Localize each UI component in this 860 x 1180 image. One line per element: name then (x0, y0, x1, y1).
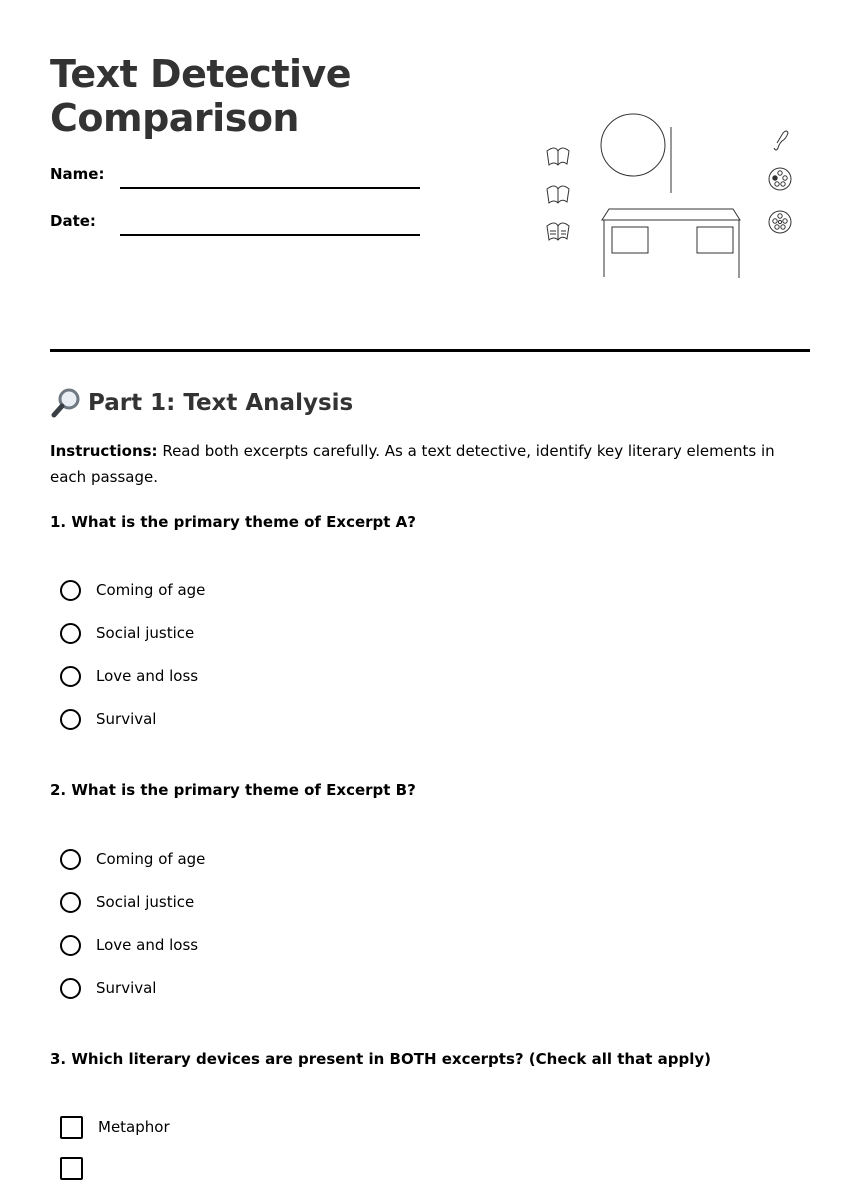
book-icon (547, 148, 569, 165)
title-line-2: Comparison (50, 96, 299, 140)
classroom-illustration (535, 105, 805, 285)
film-reel-icon (769, 168, 791, 190)
radio-button[interactable] (60, 666, 81, 687)
book-icon (547, 186, 569, 203)
radio-button[interactable] (60, 892, 81, 913)
radio-button[interactable] (60, 580, 81, 601)
checkbox[interactable] (60, 1116, 83, 1139)
radio-button[interactable] (60, 849, 81, 870)
clock-icon (601, 114, 665, 176)
q2-option-1[interactable] (60, 846, 205, 872)
page-title (50, 52, 351, 140)
date-label: Date: (50, 212, 96, 230)
q1-option-2[interactable] (60, 620, 194, 646)
name-label: Name: (50, 165, 105, 183)
instructions-text: Read both excerpts carefully. As a text detective, identify key literary elements in each passage. (50, 442, 775, 486)
option-label: Love and loss (96, 667, 199, 685)
instructions-label: Instructions: (50, 442, 158, 460)
section-title: Part 1: Text Analysis (88, 390, 354, 416)
desk-icon (602, 209, 740, 278)
option-label: Coming of age (96, 850, 206, 868)
option-label: Coming of age (96, 581, 206, 599)
option-label: Metaphor (98, 1118, 170, 1136)
magnifying-glass-icon (50, 388, 82, 418)
option-label: Survival (96, 979, 157, 997)
radio-button[interactable] (60, 978, 81, 999)
option-label: Social justice (96, 624, 195, 642)
q2-option-4[interactable] (60, 975, 156, 1001)
radio-button[interactable] (60, 935, 81, 956)
q2-option-2[interactable] (60, 889, 194, 915)
instructions (50, 438, 790, 490)
q1-option-3[interactable] (60, 663, 198, 689)
option-label: Love and loss (96, 936, 199, 954)
question-3: 3. Which literary devices are present in BOTH excerpts? (Check all that apply) (50, 1050, 711, 1068)
radio-button[interactable] (60, 709, 81, 730)
question-1: 1. What is the primary theme of Excerpt A? (50, 513, 416, 531)
quill-icon (774, 131, 788, 150)
q1-option-4[interactable] (60, 706, 156, 732)
section-heading (50, 388, 353, 418)
q2-option-3[interactable] (60, 932, 198, 958)
option-label: Social justice (96, 893, 195, 911)
name-field[interactable] (120, 187, 420, 189)
section-divider (50, 349, 810, 352)
title-line-1: Text Detective (50, 52, 352, 96)
q1-option-1[interactable] (60, 577, 205, 603)
film-reel-icon (769, 211, 791, 233)
radio-button[interactable] (60, 623, 81, 644)
q3-option-1[interactable] (60, 1114, 170, 1140)
checkbox[interactable] (60, 1157, 83, 1180)
open-book-icon (547, 223, 569, 240)
option-label: Survival (96, 710, 157, 728)
date-field[interactable] (120, 234, 420, 236)
question-2: 2. What is the primary theme of Excerpt B? (50, 781, 416, 799)
